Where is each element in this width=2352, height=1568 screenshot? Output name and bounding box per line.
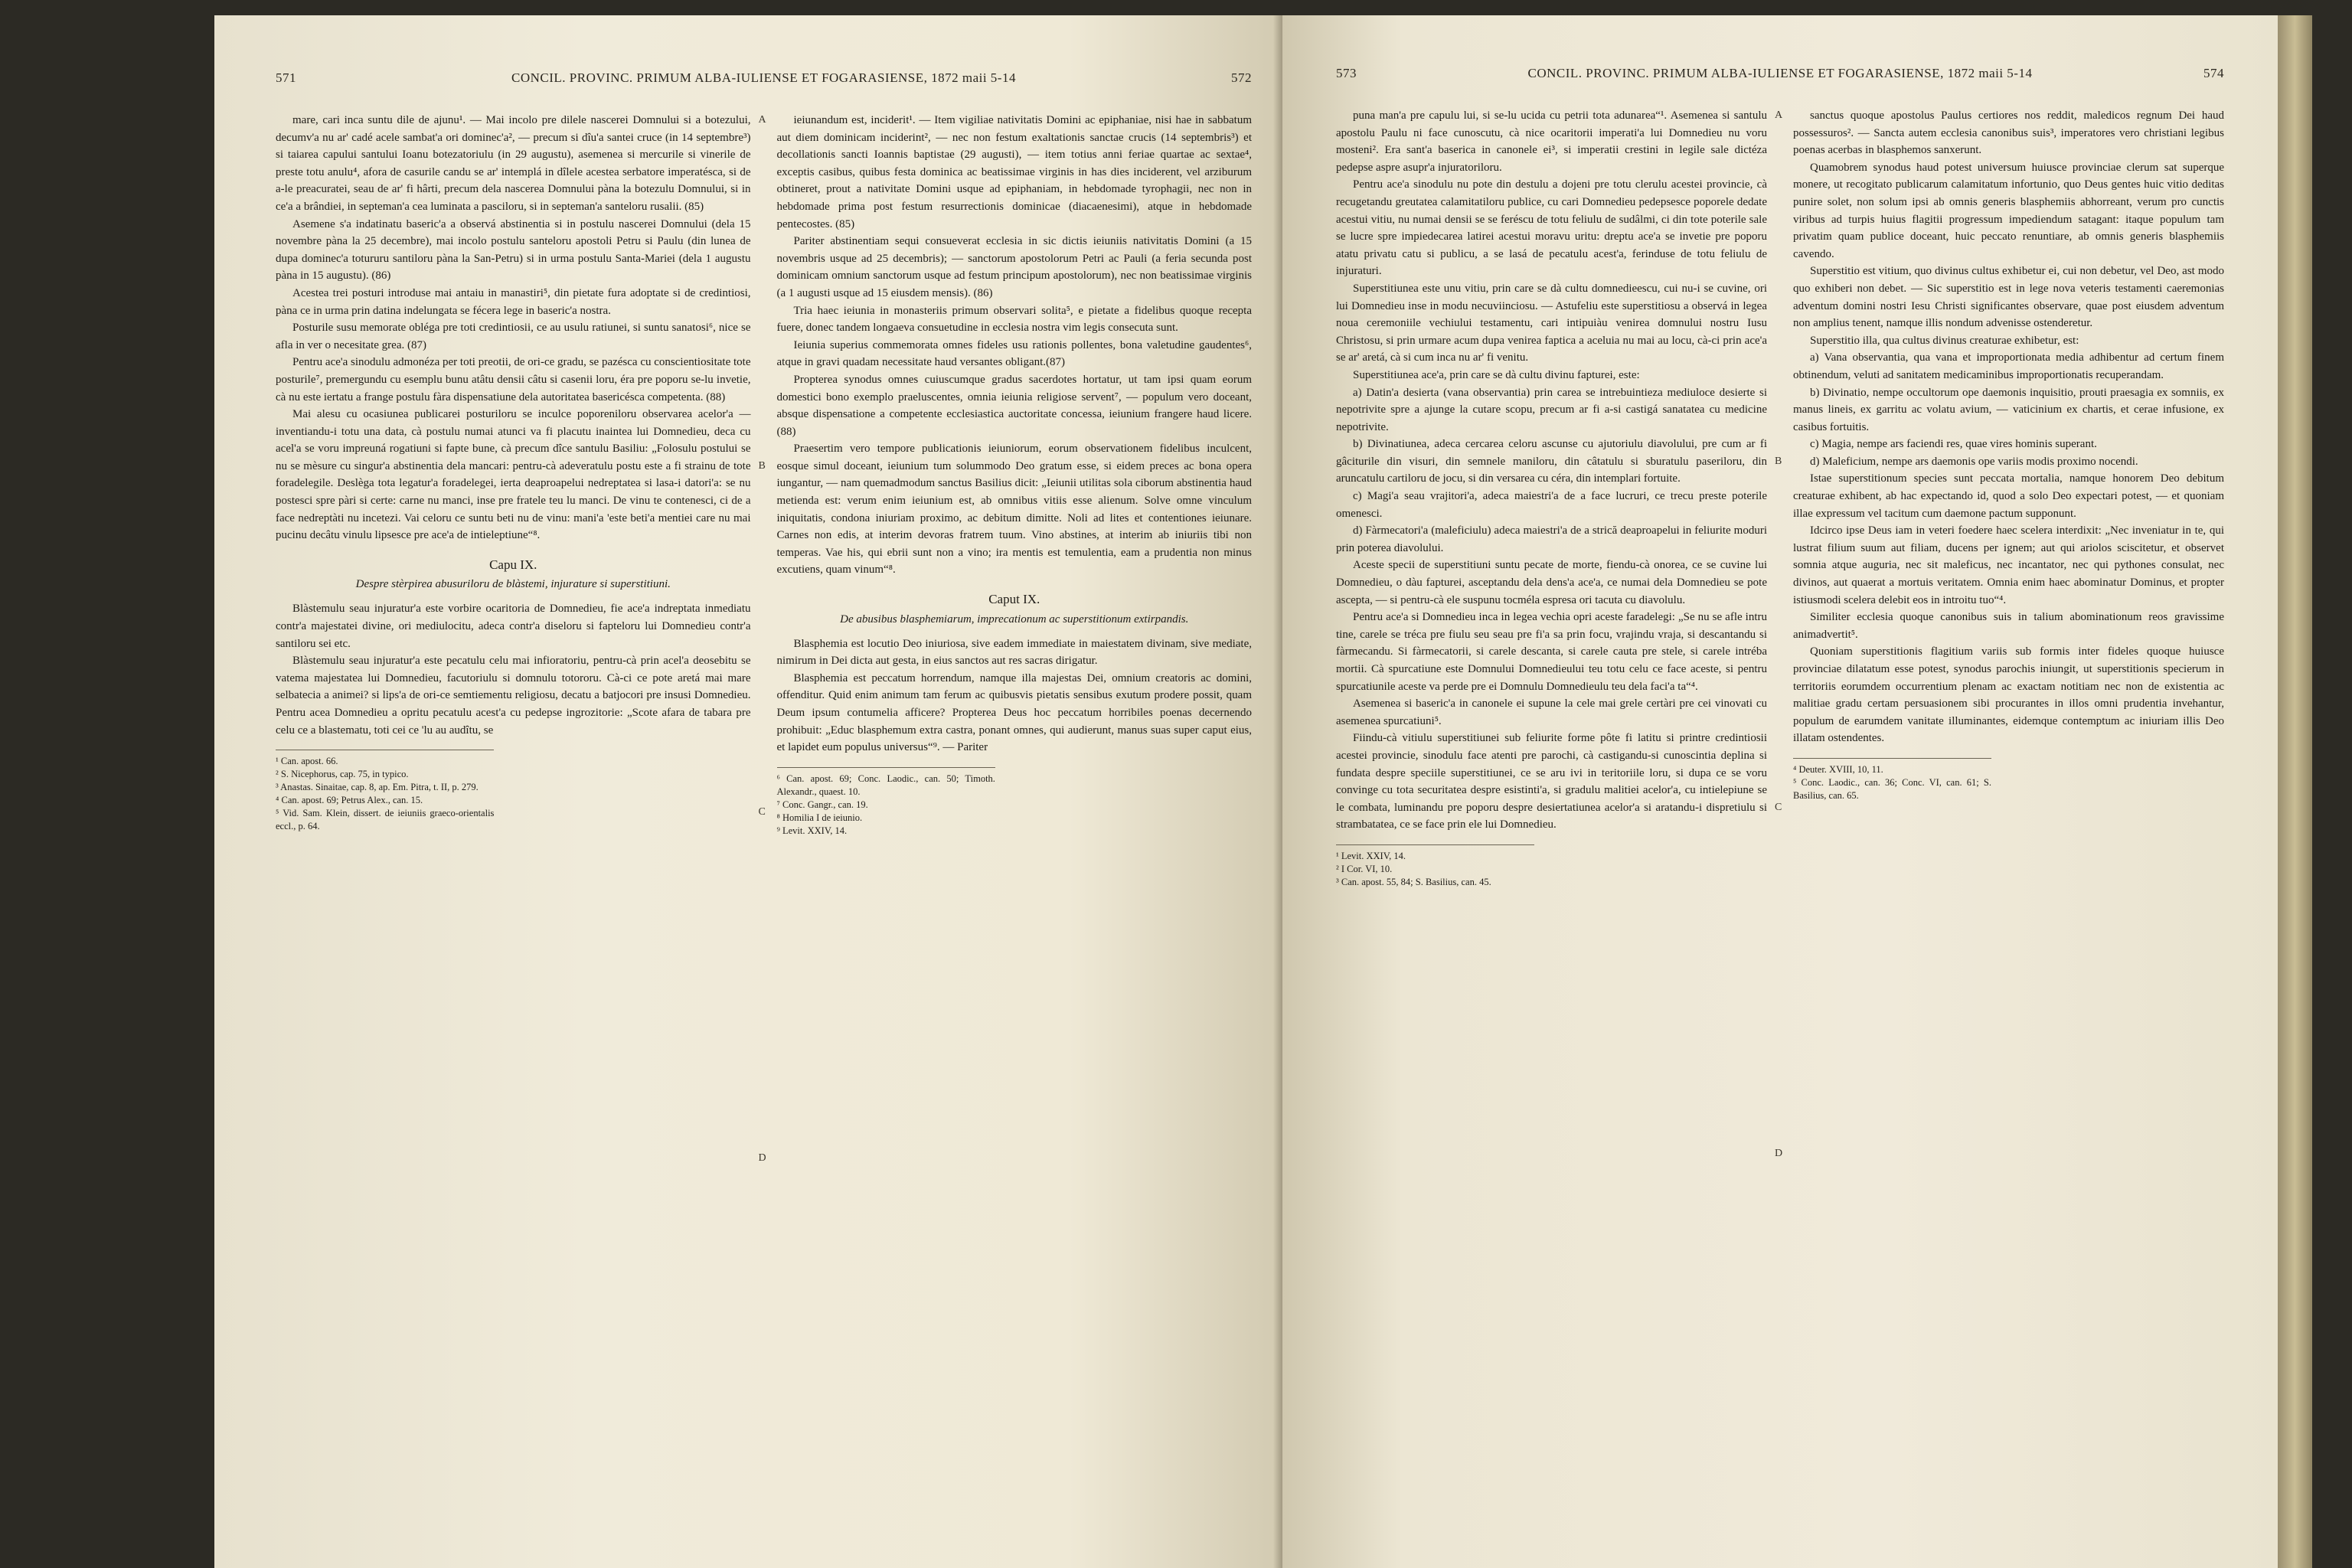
footnotes [1336,844,1534,889]
footnotes [276,750,494,833]
running-title: CONCIL. PROVINC. PRIMUM ALBA-IULIENSE ET FOGARASIENSE, 1872 maii 5-14 [511,70,1016,85]
paragraph: d) Fàrmecatori'a (maleficiulu) adeca maiestri'a de a strică deaproapelui in feliurite moduri prin poterea diavolului. [1336,524,1767,554]
footnotes [1793,758,1991,802]
paragraph: Blasphemia est peccatum horrendum, namque illa majestas Dei, omnium creatoris ac domini, offenditur. Quid enim animum tam ferum ac quibusvis pietatis sensibus exutum prodere possit, quam Deum ipsum contumelia afficere? Propterea Deus hoc peccatum horribiles poenas decernendo prohibuit: „Educ blasphemum extra castra, ponant omnes, qui audierunt, manus suas super caput eius, et lapidet eum populus universus“⁹. — Pariter [776,671,1252,754]
footnote: ⁴ Can. apost. 69; Petrus Alex., can. 15. [276,795,423,806]
margin-marker-b: B [1775,456,1782,467]
footnote: ¹ Can. apost. 66. [276,756,338,767]
paragraph: Asemenea si baseric'a in canonele ei supune la cele mai grele certàri pre cei vinovati cu asemenea spurcatiuni⁵. [1336,697,1767,727]
chapter-subtitle: De abusibus blasphemiarum, imprecationum ac superstitionum extirpandis. [840,612,1189,626]
paragraph: mare, cari inca suntu dile de ajunu¹. — Mai incolo pre dilele nascerei Domnului si a botezului, decumv'a nu ar' cadé acele sambat'a ori dominec'a², — precum si dîu'a santei cruce (in 14 septembre³) si taiarea capului santului Ioanu botezatoriulu (in 29 augustu), asemenea si mercurile si vinerile de preste totu anulu⁴, afora de casurile candu se ar' intemplá in dîlele acestea serbatore imperatésca, si de a-le preacuratei, seau de ar' fi hârti, precum dela nascerea Domnului pàna la botezulu Domnului, si in ce'a a brândiei, in septeman'a cea luminata a pasciloru, si in septeman'a santeloru rusalii. (85) [276,114,751,213]
paragraph: a) Vana observantia, qua vana et improportionata media adhibentur ad certum finem obtinendum, veluti ad sanitatem medicaminibus improportionatis recuperandam. [1793,351,2224,381]
footnote: ⁴ Deuter. XVIII, 10, 11. [1793,763,1883,775]
margin-marker-c: C [1775,802,1782,813]
paragraph: Pentru ace'a sinodulu admonéza per toti preotii, de ori-ce gradu, se pazésca cu conscientiositate tote posturile⁷, premergundu cu esemplu bunu atâtu densii câtu si casenii loru, éra pre poporu se-lu invetie, cà nu este iertatu a frange postulu fàra dispensatiune dela autoritatea basericésca competenta. (88) [276,356,751,403]
footnote: ⁵ Vid. Sam. Klein, dissert. de ieiuniis graeco-orientalis eccl., p. 64. [276,808,495,832]
page-number-574: 574 [2203,66,2224,80]
footnote: ¹ Levit. XXIV, 14. [1336,850,1406,861]
paragraph: Pentru ace'a sinodulu nu pote din destulu a dojeni pre totu clerulu acestei provincie, cà recugetandu greutatea calamitatiloru publice, cu cari Domnedieu pedepsesce poporele dedate acestui vitiu, nu numai densii se se feréscu de totu feliulu de sudâlmi, ci din tote poterile sale se lucre spre impiedecarea latirei acestui moravu uritu: dreptu ace'a se invetie pre poporu atatu privatu catu si publicu, a se lasá de pecatulu acest'a, ferinduse de totu feliulu de injuraturi. [1336,178,1767,278]
paragraph: Blàstemulu seau injuratur'a este vorbire ocaritoria de Domnedieu, fie ace'a indreptata inmediatu contr'a majestatei divine, ori mediulocitu, adeca contr'a diseloru si fapteloru lui Domnedieu contr'a santiloru sei etc. [276,603,751,650]
paragraph: Fiindu-cà vitiulu superstitiunei sub feliurite forme pôte fi latitu si printre credintiosii acestei provincie, sinodulu face atenti pre parochi, cà castigandu-si cunoscintia deplina si fundata despre speciile superstitiunei, ce se aru ivi in teritoriile loru, si dupa ce se voru convinge cu tota securitatea despre esistinti'a, si gradulu malitiei acelor'a, cu intielepiune se le combata, luminandu pre poporu despre desiertatiunea acelor'a si aratandu-i dispretiulu si strambatatea, ce se face prin ele lui Domnedieu. [1336,732,1767,831]
margin-marker-a: A [758,114,766,126]
paragraph: Blàstemulu seau injuratur'a este pecatulu celu mai infioratoriu, pentru-cà prin acel'a deosebitu se vatema majestatea lui Domnedieu, facutoriulu si domnulu totororu. Cà-ci ce pote aretá mai mare selbatecia a animei? si lips'a de ori-ce semtiementu religiosu, decatu a batjocori pre insusi Domnedieu. Pentru acea Domnedieu a opritu pecatulu acest'a cu pedepse ingrozitorie: „Scote afara de tabara pre celu ce a blastematu, toti cei ce 'lu au audîtu, se [276,655,751,737]
footnote: ⁶ Can. apost. 69; Conc. Laodic., can. 50; Timoth. Alexandr., quaest. 10. [776,773,995,797]
running-title: CONCIL. PROVINC. PRIMUM ALBA-IULIENSE ET FOGARASIENSE, 1872 maii 5-14 [1527,66,2033,80]
footnote: ² I Cor. VI, 10. [1336,863,1393,874]
chapter-heading [777,591,1253,628]
romanian-column [1336,107,1767,889]
chapter-subtitle: Despre stèrpirea abusuriloru de blàstemi, injurature si superstitiuni. [355,578,671,591]
paragraph: Praesertim vero tempore publicationis ieiuniorum, eorum observationem fidelibus inculcent, eosque simul doceant, ieiunium tum solummodo Deo gratum esse, si eidem preces ac bona opera iungantur, — nam quemadmodum sanctus Basilius dicit: „Ieiunii utilitas sola ciborum abstinentia haud metienda est: verum enim ieiunium est, ab omnibus vitiis esse alienum. Solve omne vinculum iniquitatis, condona iniuriam proximo, ac debitum dimitte. Noli ad lites et contentiones ieiunare. Carnes non edis, at interim devoras fratrem tuum. Vino abstines, at interim ab iniuriis tibi non temperas. Vae his, qui ebrii sunt non a vino; ira mentis est temulentia, eam a prudentia non minus excutiens, quam vinum“⁸. [776,443,1252,577]
paragraph: Acestea trei posturi introduse mai antaiu in manastiri⁵, din pietate fura adoptate si de credintiosi, pàna ce in urma prin datina indelungata se fécera lege in baseric'a nostra. [276,286,751,317]
paragraph: c) Magi'a seau vrajitori'a, adeca maiestri'a de a face lucruri, ce trecu preste poterile omenesci. [1336,490,1767,520]
open-book [214,15,2312,1568]
paragraph: Pariter abstinentiam sequi consueverat ecclesia in sic dictis ieiuniis nativitatis Domini (a 15 novembris usque ad 25 decembris); — sanctorum apostolorum Petri ac Pauli (a feria secunda post dominicam omnium sanctorum usque ad festum principum apostolorum), nec non beatissimae virginis (a 1 augusti usque ad 15 eiusdem mensis). (86) [776,235,1252,299]
paragraph: d) Maleficium, nempe ars daemonis ope variis modis proximo nocendi. [1810,455,2138,468]
paragraph: Aceste specii de superstitiuni suntu pecate de morte, fiendu-cà onorea, ce se cuvine lui Domnedieu, o dàu fapturei, asceptandu dela dens'a ace'a, ce numai dela Domnedieu se pote ascepta, — si pentru-cà ele suspunu tocméla espresa ori tacuta cu diavolulu. [1336,559,1767,606]
paragraph: ieiunandum est, inciderit¹. — Item vigiliae nativitatis Domini ac epiphaniae, nisi hae in sabbatum aut diem dominicam inciderint², — nec non festum exaltationis sanctae crucis (14 septembris³) et decollationis sancti Ioannis baptistae (29 augusti), — item totius anni feriae quartae ac sextae⁴, exceptis casibus, quibus festa dominica ac beatissimae virginis in has dies inciderent, vel arziburum obtineret, prout a nativitate Domini usque ad epiphaniam, in hebdomade tyrophagii, nec non in hebdomade prima post festum resurrectionis dominicae (diacaenesimi), atque in hebdomade pentecostes. (85) [776,114,1252,230]
paragraph: Superstitio est vitium, quo divinus cultus exhibetur ei, cui non debetur, vel Deo, ast modo quo exhiberi non debet. — Sic superstitio est in lege nova veteris testamenti caeremonias adventum domini nostri Iesu Christi significantes observare, quae post eiusdem adventum non amplius tenent, namque illis nondum advenisse ostenderetur. [1793,265,2224,330]
footnote: ⁷ Conc. Gangr., can. 19. [776,799,868,810]
footnote: ³ Can. apost. 55, 84; S. Basilius, can. 45. [1336,876,1491,887]
footnote: ³ Anastas. Sinaitae, cap. 8, ap. Em. Pitra, t. II, p. 279. [276,782,479,793]
paragraph: Idcirco ipse Deus iam in veteri foedere haec scelera interdixit: „Nec inveniatur in te, qui lustrat filium suum aut filiam, ducens per ignem; aut qui ariolos sciscitetur, et observet somnia atque auguria, nec sit maleficus, nec incantator, nec qui pythones consulat, nec divinos, aut quaerat a mortuis veritatem. Omnia enim haec abominatur Dominus, et propter istiusmodi scelera delebit eos in introitu tuo“⁴. [1793,524,2224,606]
footnote: ⁹ Levit. XXIV, 14. [776,825,848,836]
paragraph: Superstitio illa, qua cultus divinus creaturae exhibetur, est: [1810,334,2079,347]
left-page-header [276,70,1252,86]
chapter-number: Capu IX. [489,557,537,572]
margin-marker-a: A [1775,109,1783,121]
latin-column [1775,107,2224,1159]
chapter-number: Caput IX. [988,592,1040,607]
page-number-572: 572 [1231,70,1252,85]
right-page [1282,15,2278,1568]
paragraph: Propterea synodus omnes cuiuscumque gradus sacerdotes hortatur, ut tam ipsi quam eorum domestici bono exemplo praeluscentes, omnia ieiunia religiose servent⁷, — populum vero doceant, absque dispensatione a competente ecclesiastica auctoritate concessa, ieiunium frangere haud licere. (88) [776,373,1252,438]
paragraph: puna man'a pre capulu lui, si se-lu ucida cu petrii tota adunarea“¹. Asemenea si santulu apostolu Paulu ni face cunoscutu, cà nice ocaritorii imperati'a lui Domnedieu nu voru mosteni². Era sant'a baserica in canonele ei³, si imperatii crestini in legile sale dictéza pedepse aspre asupr'a injuratoriloru. [1336,109,1767,174]
paragraph: b) Divinatio, nempe occultorum ope daemonis inquisitio, prouti praesagia ex somniis, ex manus lineis, ex garritu ac volatu avium, — vaticinium ex chartis, et cerae infusione, ex casibus fortuitis. [1793,386,2224,433]
page-number-571: 571 [276,70,296,85]
margin-marker-b: B [758,460,766,472]
paragraph: Mai alesu cu ocasiunea publicarei posturiloru se inculce poporeniloru observarea acelor'a — inventiandu-i totu una data, cà postulu numai atunci va fi placutu inaintea lui Domnedieu, deca cu acel'a se voru impreuná rogatiuni si fapte bune, cà precum dîce santulu Basiliu: „Folosulu postului se nu se mèsure cu singur'a abstinentia dela mancari: pentru-cà adeveratulu postu este a fi strainu de tote foradelegile. Deslèga tota legatur'a foradelegei, ierta deaproapelui nedreptatea si lasa-i datori'a: se nu postesci spre pàri si certe: carne nu manci, inse pre fratele teu lu manci. De vinu te contenesci, ci de a face nedreptàti nu incetezi. Vai celoru ce suntu beti nu de vinu: mani'a 'este beti'a mentiei care nu mai pucinu decâtu vinulu lipsesce pre ace'a de intieleptiune“⁸. [276,408,751,542]
paragraph: Istae superstitionum species sunt peccata mortalia, namque honorem Deo debitum creaturae exhibent, ab hac expectando id, quod a solo Deo expectari potest, — et quoniam illae expressum vel tacitum cum daemone pactum supponunt. [1793,472,2224,520]
footnotes [777,767,995,838]
paragraph: Superstitiunea ace'a, prin care se dà cultu divinu fapturei, este: [1353,368,1640,381]
paragraph: Superstitiunea este unu vitiu, prin care se dà cultu domnedieescu, cui nu-i se cuvine, ori lui Domnedieu inse in modu necuviinciosu. — Astufeliu este superstitiosu a observá in legea noua ceremoniile vechiului testamentu, cari intipuiàu venirea domnului nostru Iusu Christosu, si prin urmare acum dupa venirea faptica a aceluia nu mai au locu, cà-ci prin ace'a se ar' aretá, cà si cum inca nu ar' fi venitu. [1336,282,1767,364]
paragraph: Posturile susu memorate obléga pre toti credintiosii, ce au usulu ratiunei, si suntu sanatosi⁶, nice se afla in ver o necesitate grea. (87) [276,322,751,351]
footnote: ⁸ Homilia I de ieiunio. [776,812,863,823]
margin-marker-d: D [758,1152,766,1164]
chapter-heading [276,557,751,593]
paragraph: Blasphemia est locutio Deo iniuriosa, sive eadem immediate in maiestatem divinam, sive mediate, nimirum in Dei dicta aut gesta, in eius sanctos aut res sacras dirigatur. [776,637,1252,668]
footnote: ⁵ Conc. Laodic., can. 36; Conc. VI, can. 61; S. Basilius, can. 65. [1793,776,1991,801]
book-page-edges [2278,15,2312,1568]
margin-marker-d: D [1775,1148,1783,1159]
paragraph: sanctus quoque apostolus Paulus certiores nos reddit, maledicos regnum Dei haud possessuros². — Sancta autem ecclesia canonibus suis³, imperatores vero christiani legibus poenas acerbas in blasphemos sanxerunt. [1793,109,2224,157]
paragraph: Quamobrem synodus haud potest universum huiusce provinciae clerum sat superque monere, ut recogitato publicarum calamitatum infortunio, quo Deus gentes huic vitio deditas punire solet, non solum ipsi ab omnis generis blasphemiis abhorreant, verum pro cunctis viribus ad turpis huius flagitii progressum impediendum satagant: itaque populum tam privatim quam publice doceant, huic peccato renuntiare, ab omnis generis blasphemiis cavendo. [1793,161,2224,260]
right-page-header [1336,66,2224,81]
paragraph: a) Datin'a desierta (vana observantia) prin carea se intrebuintieza mediuloce desierte si nepotrivite spre a ajunge la cutare scopu, precum ar fi a-si castigá sanatatea cu medicine nepotrivite. [1336,386,1767,433]
paragraph: Asemene s'a indatinatu baseric'a a observá abstinentia si in postulu nascerei Domnului (dela 15 novembre pàna la 25 decembre), mai incolo postulu santeloru apostoli Petru si Paulu (din lunea de dupa dominec'a totururu santiloru pàna la San-Petru) si in urma postulu Santa-Mariei (dela 1 augustu pàna in 15 augustu). (86) [276,217,751,283]
paragraph: Tria haec ieiunia in monasteriis primum observari solita⁵, e pietate a fidelibus quoque recepta fuere, donec tandem longaeva consuetudine in ecclesia nostra vim legis consecuta sunt. [776,304,1252,335]
latin-column [758,112,1253,1164]
paragraph: c) Magia, nempe ars faciendi res, quae vires hominis superant. [1810,438,2097,451]
paragraph: Ieiunia superius commemorata omnes fideles usu rationis pollentes, bona valetudine gaudentes⁶, atque in gravi quadam necessitate haud versantes obligant.(87) [776,338,1252,369]
footnote: ² S. Nicephorus, cap. 75, in typico. [276,769,409,780]
left-page [214,15,1282,1568]
paragraph: Quoniam superstitionis flagitium variis sub formis inter fideles quoque huiusce provinciae dilatatum esse potest, synodus parochis iniungit, ut superstitionis specierum in territoriis eorumdem occurrentium plenam ac exactam notitiam nec non de existentia ac malitiae gradu certam persuasionem sibi procurantes in illos omni prudentia invehantur, populum de earumdem vanitate illuminantes, eidemque contemptum ac iniuriam illis Deo illatam ostendentes. [1793,645,2224,745]
margin-marker-c: C [758,806,766,818]
paragraph: Similiter ecclesia quoque canonibus suis in talium abominationum reos gravissime animadvertit⁵. [1793,611,2224,641]
romanian-column [276,112,751,838]
page-number-573: 573 [1336,66,1357,80]
paragraph: Pentru ace'a si Domnedieu inca in legea vechia opri aceste faradelegi: „Se nu se afle intru tine, carele se tréca pre fiulu seu seau pre fi'a sa prin focu, vrajindu vraja, si descantandu si fàrmecandu. Si fàrmecatorii, si carele descanta, si carele cauta pre stele, si carele intréba mortii. Cà spurcatiune este Domnului Domnedieului teu totu celu ce face aceste, si pentru spurcatiunile aceste va perde pre ei Domnulu Domnedieulu teu dela faci'a ta“⁴. [1336,611,1767,693]
paragraph: b) Divinatiunea, adeca cercarea celoru ascunse cu ajutoriulu diavolului, pre cum ar fi gâciturile din visuri, din semnele maniloru, din câtatulu si sburatulu paseriloru, din aruncatulu cartiloru de jocu, si din versarea cu céra, din intemplari fortuite. [1336,438,1767,485]
